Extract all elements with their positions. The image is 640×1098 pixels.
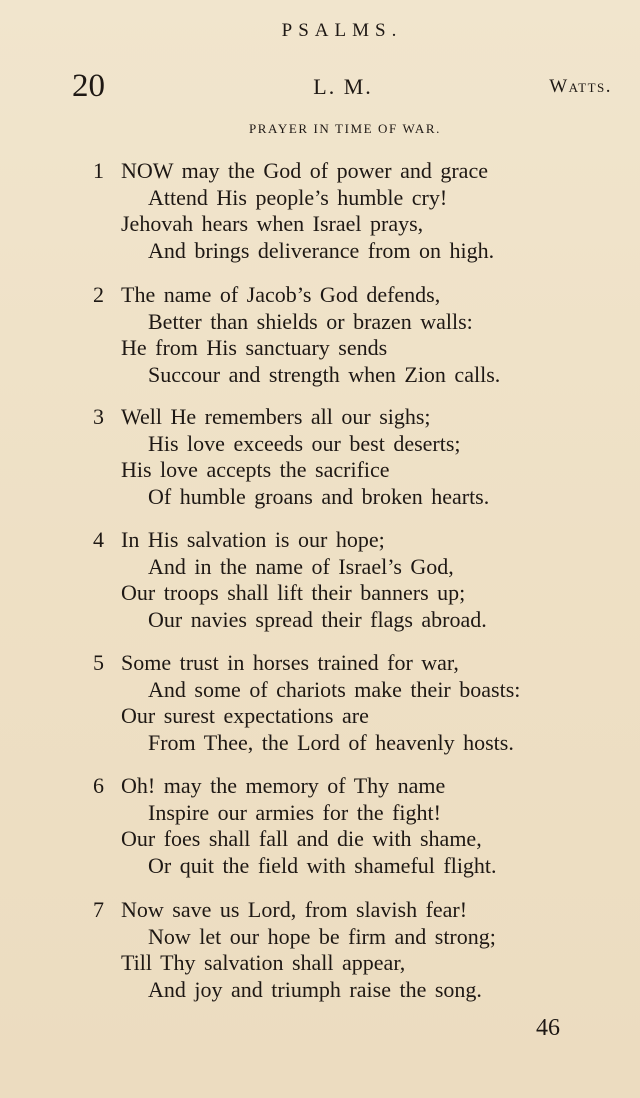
- line-text: Well He remembers all our sighs;: [121, 404, 431, 429]
- line-text: NOW may the God of power and grace: [121, 158, 488, 183]
- stanza-line: [0, 527, 640, 554]
- stanza-line: [0, 404, 640, 431]
- stanza-line: [0, 853, 640, 880]
- hymn-author: Watts.: [549, 76, 612, 97]
- stanza-line: [0, 554, 640, 581]
- page-number: 46: [536, 1015, 560, 1041]
- stanza-line: [0, 362, 640, 389]
- stanza-line: [0, 924, 640, 951]
- hymn-meter: L. M.: [313, 74, 373, 99]
- line-text: Better than shields or brazen walls:: [148, 308, 473, 334]
- stanza-line: [0, 580, 640, 607]
- hymn-subtitle: PRAYER IN TIME OF WAR.: [248, 121, 442, 136]
- line-text: And in the name of Israel’s God,: [148, 553, 454, 579]
- stanza-number: 2: [93, 282, 104, 307]
- stanza-line: [0, 185, 640, 212]
- line-text: His love accepts the sacrifice: [121, 457, 390, 482]
- stanza-line: [0, 800, 640, 827]
- stanza-number: 7: [93, 897, 104, 922]
- stanza-line: [0, 773, 640, 800]
- line-text: And joy and triumph raise the song.: [148, 976, 482, 1002]
- stanza-line: [0, 309, 640, 336]
- stanza-2: [0, 282, 640, 388]
- line-text: Some trust in horses trained for war,: [121, 650, 459, 675]
- stanza-line: [0, 158, 640, 185]
- stanza-line: [0, 457, 640, 484]
- line-text: Of humble groans and broken hearts.: [148, 483, 490, 509]
- line-text: Now save us Lord, from slavish fear!: [121, 897, 468, 922]
- line-text: His love exceeds our best deserts;: [148, 430, 461, 456]
- line-text: Or quit the field with shameful flight.: [148, 852, 497, 878]
- stanza-number: 4: [93, 527, 104, 552]
- stanza-line: [0, 335, 640, 362]
- stanza-line: [0, 484, 640, 511]
- stanza-line: [0, 607, 640, 634]
- line-text: Oh! may the memory of Thy name: [121, 773, 446, 798]
- stanza-number: 5: [93, 650, 104, 675]
- line-text: The name of Jacob’s God defends,: [121, 282, 441, 307]
- stanza-line: [0, 431, 640, 458]
- stanza-line: [0, 677, 640, 704]
- running-head: PSALMS.: [281, 20, 403, 41]
- line-text: Our surest expectations are: [121, 703, 369, 728]
- stanza-line: [0, 897, 640, 924]
- stanza-number: 6: [93, 773, 104, 798]
- stanza-number: 3: [93, 404, 104, 429]
- stanza-7: [0, 897, 640, 1003]
- line-text: Our navies spread their flags abroad.: [148, 606, 487, 632]
- stanza-line: [0, 730, 640, 757]
- stanza-line: [0, 211, 640, 238]
- stanza-line: [0, 826, 640, 853]
- line-text: Now let our hope be firm and strong;: [148, 923, 496, 949]
- line-text: Our foes shall fall and die with shame,: [121, 826, 482, 851]
- line-text: He from His sanctuary sends: [121, 335, 388, 360]
- stanza-number: 1: [93, 158, 104, 183]
- line-text: Our troops shall lift their banners up;: [121, 580, 466, 605]
- line-text: And some of chariots make their boasts:: [148, 676, 521, 702]
- stanza-line: [0, 950, 640, 977]
- stanza-line: [0, 977, 640, 1004]
- line-text: Till Thy salvation shall appear,: [121, 950, 406, 975]
- line-text: Jehovah hears when Israel prays,: [121, 211, 424, 236]
- stanza-line: [0, 703, 640, 730]
- stanza-5: [0, 650, 640, 756]
- stanza-1: [0, 158, 640, 264]
- line-text: Inspire our armies for the fight!: [148, 799, 441, 825]
- hymn-number: 20: [72, 68, 105, 104]
- stanza-4: [0, 527, 640, 633]
- line-text: Succour and strength when Zion calls.: [148, 361, 501, 387]
- line-text: And brings deliverance from on high.: [148, 237, 495, 263]
- line-text: Attend His people’s humble cry!: [148, 184, 448, 210]
- stanza-3: [0, 404, 640, 510]
- line-text: From Thee, the Lord of heavenly hosts.: [148, 729, 514, 755]
- stanza-6: [0, 773, 640, 879]
- line-text: In His salvation is our hope;: [121, 527, 385, 552]
- stanza-line: [0, 650, 640, 677]
- stanza-line: [0, 238, 640, 265]
- stanza-line: [0, 282, 640, 309]
